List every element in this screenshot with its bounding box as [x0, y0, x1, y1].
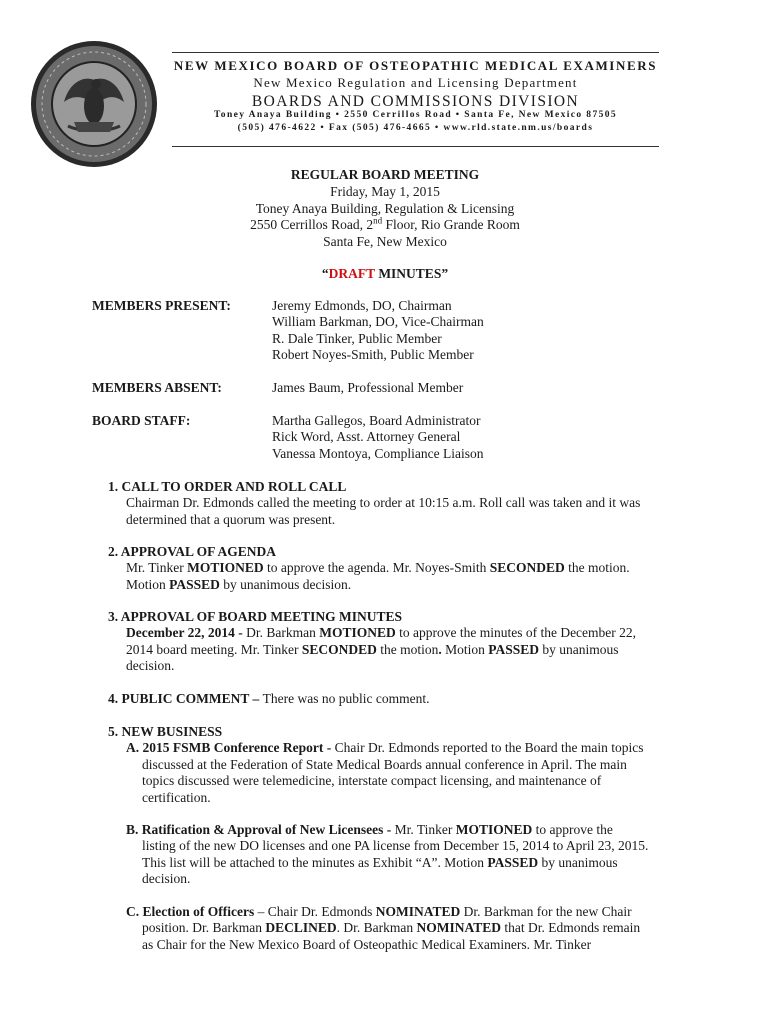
item-5a-text: certification. [142, 790, 211, 805]
item-2-text: Motion PASSED by unanimous decision. [126, 577, 352, 592]
item-1-heading: 1. CALL TO ORDER AND ROLL CALL [108, 479, 347, 494]
present-member: Robert Noyes-Smith, Public Member [272, 347, 474, 362]
item-3-text: 2014 board meeting. Mr. Tinker SECONDED the motion. Motion PASSED by unanimous [126, 642, 619, 657]
item-5a-text: topics discussed were telemedicine, interstate compact licensing, and maintenance of [142, 773, 602, 788]
item-5a-text: A. 2015 FSMB Conference Report - Chair Dr. Edmonds reported to the Board the main topics [126, 740, 644, 755]
item-3-heading: 3. APPROVAL OF BOARD MEETING MINUTES [108, 609, 403, 624]
item-5b-text: listing of the new DO licenses and one PA license from December 15, 2014 to April 23, 2015. [142, 838, 649, 853]
draft-label: DRAFT [328, 266, 375, 281]
item-4-heading: 4. PUBLIC COMMENT – [108, 691, 263, 706]
header-top-rule [172, 52, 659, 53]
meeting-building: Toney Anaya Building, Regulation & Licensing [255, 201, 515, 216]
minutes-heading: “DRAFT MINUTES” [321, 266, 449, 281]
item-5c-text: position. Dr. Barkman DECLINED. Dr. Barkman NOMINATED that Dr. Edmonds remain [142, 920, 641, 935]
meeting-city: Santa Fe, New Mexico [323, 234, 447, 249]
division-name: BOARDS AND COMMISSIONS DIVISION [251, 93, 580, 110]
item-5b-label: B. Ratification & Approval of New Licensees - [126, 822, 395, 837]
item-4-line: 4. PUBLIC COMMENT – There was no public comment. [108, 691, 430, 706]
meeting-address: 2550 Cerrillos Road, 2nd Floor, Rio Grande Room [250, 215, 520, 232]
state-seal-image [30, 40, 158, 168]
item-2-heading: 2. APPROVAL OF AGENDA [108, 544, 277, 559]
item-5-heading: 5. NEW BUSINESS [108, 724, 223, 739]
present-member: Jeremy Edmonds, DO, Chairman [272, 298, 452, 313]
contact-line: (505) 476-4622 • Fax (505) 476-4665 • www.rld.state.nm.us/boards [237, 123, 594, 133]
item-5c-text: C. Election of Officers – Chair Dr. Edmonds NOMINATED Dr. Barkman for the new Chair [126, 904, 632, 919]
meeting-title: REGULAR BOARD MEETING [290, 167, 480, 182]
item-5b-text: B. Ratification & Approval of New Licensees - Mr. Tinker MOTIONED to approve the [126, 822, 613, 837]
item-5b-text: This list will be attached to the minutes as Exhibit “A”. Motion PASSED by unanimous [142, 855, 618, 870]
board-staff-label: BOARD STAFF: [92, 413, 191, 428]
item-2-text: Mr. Tinker MOTIONED to approve the agenda. Mr. Noyes-Smith SECONDED the motion. [126, 560, 630, 575]
members-present-label: MEMBERS PRESENT: [92, 298, 231, 313]
item-5c-text: as Chair for the New Mexico Board of Osteopathic Medical Examiners. Mr. Tinker [142, 937, 592, 952]
staff-member: Vanessa Montoya, Compliance Liaison [272, 446, 484, 461]
item-5a-label: A. 2015 FSMB Conference Report - [126, 740, 335, 755]
staff-member: Martha Gallegos, Board Administrator [272, 413, 481, 428]
members-absent-label: MEMBERS ABSENT: [92, 380, 222, 395]
meeting-date: Friday, May 1, 2015 [330, 184, 440, 199]
item-1-text: determined that a quorum was present. [126, 512, 336, 527]
item-3-text: December 22, 2014 - Dr. Barkman MOTIONED to approve the minutes of the December 22, [126, 625, 637, 640]
item-1-text: Chairman Dr. Edmonds called the meeting to order at 10:15 a.m. Roll call was taken and it was [126, 495, 641, 510]
present-member: William Barkman, DO, Vice-Chairman [272, 314, 484, 329]
item-5c-label: C. Election of Officers [126, 904, 255, 919]
present-member: R. Dale Tinker, Public Member [272, 331, 442, 346]
board-name: NEW MEXICO BOARD OF OSTEOPATHIC MEDICAL EXAMINERS [173, 58, 658, 73]
item-5b-text: decision. [142, 871, 191, 886]
absent-member: James Baum, Professional Member [272, 380, 464, 395]
address-line: Toney Anaya Building • 2550 Cerrillos Road • Santa Fe, New Mexico 87505 [213, 110, 618, 120]
department-name: New Mexico Regulation and Licensing Department [253, 75, 578, 90]
staff-member: Rick Word, Asst. Attorney General [272, 429, 461, 444]
item-5a-text: discussed at the Federation of State Medical Boards annual conference in April. The main [142, 757, 627, 772]
item-3-text: decision. [126, 658, 175, 673]
header-bottom-rule [172, 146, 659, 147]
